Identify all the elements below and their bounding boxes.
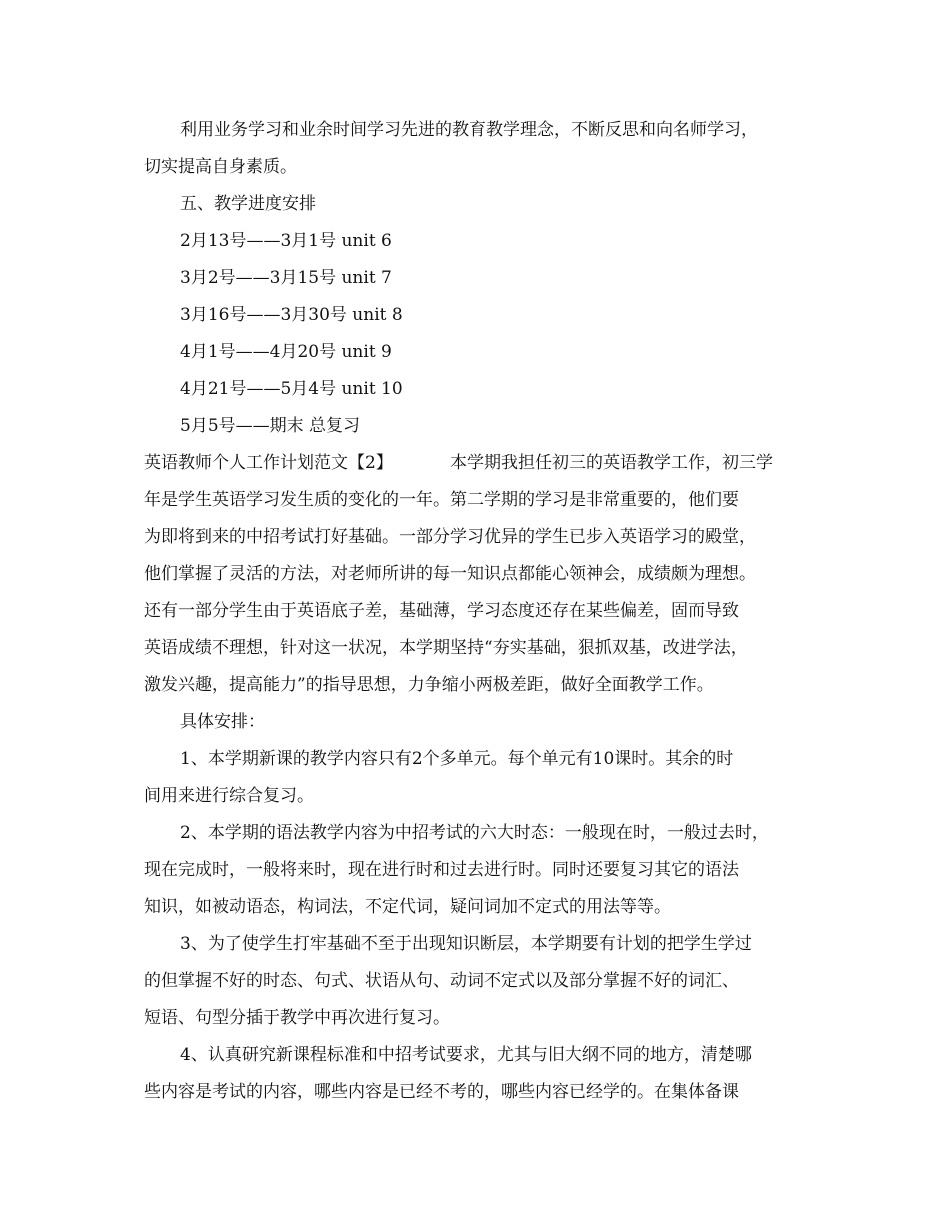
article-line-4: 还有一部分学生由于英语底子差，基础薄，学习态度还存在某些偏差，固而导致 (144, 601, 739, 621)
item-1-line-1: 1、本学期新课的教学内容只有2个多单元。每个单元有10课时。其余的时 (180, 749, 734, 769)
item-4-line-1: 4、认真研究新课程标准和中招考试要求，尤其与旧大纲不同的地方，清楚哪 (180, 1045, 752, 1065)
item-4-line-2: 些内容是考试的内容，哪些内容是已经不考的，哪些内容已经学的。在集体备课 (144, 1082, 739, 1102)
schedule-line-5: 4月21号——5月4号 unit 10 (180, 379, 403, 399)
schedule-line-1: 2月13号——3月1号 unit 6 (180, 231, 392, 251)
article-line-2: 为即将到来的中招考试打好基础。一部分学习优异的学生已步入英语学习的殿堂， (144, 527, 756, 547)
article-title: 英语教师个人工作计划范文【2】 (144, 453, 393, 473)
article-line-5: 英语成绩不理想，针对这一状况，本学期坚持“夯实基础，狠抓双基，改进学法， (144, 638, 748, 658)
schedule-line-3: 3月16号——3月30号 unit 8 (180, 305, 403, 325)
article-line-6: 激发兴趣，提高能力”的指导思想，力争缩小两极差距，做好全面教学工作。 (144, 675, 714, 695)
article-line-3: 他们掌握了灵活的方法，对老师所讲的每一知识点都能心领神会，成绩颇为理想。 (144, 564, 756, 584)
item-2-line-1: 2、本学期的语法教学内容为中招考试的六大时态：一般现在时，一般过去时， (180, 823, 769, 843)
intro-line-1: 利用业务学习和业余时间学习先进的教育教学理念，不断反思和向名师学习， (180, 120, 758, 140)
article-line-1: 年是学生英语学习发生质的变化的一年。第二学期的学习是非常重要的，他们要 (144, 490, 739, 510)
article-first-line: 本学期我担任初三的英语教学工作，初三学 (450, 453, 773, 473)
item-3-line-2: 的但掌握不好的时态、句式、状语从句、动词不定式以及部分掌握不好的词汇、 (144, 971, 739, 991)
section-heading: 五、教学进度安排 (180, 194, 316, 214)
item-1-line-2: 间用来进行综合复习。 (144, 786, 314, 806)
schedule-line-2: 3月2号——3月15号 unit 7 (180, 268, 392, 288)
arrangement-heading: 具体安排： (180, 712, 265, 732)
item-2-line-3: 知识，如被动语态，构词法，不定代词，疑问词加不定式的用法等等。 (144, 897, 671, 917)
schedule-line-6: 5月5号——期末 总复习 (180, 416, 361, 436)
item-3-line-1: 3、为了使学生打牢基础不至于出现知识断层，本学期要有计划的把学生学过 (180, 934, 752, 954)
intro-line-2: 切实提高自身素质。 (144, 157, 297, 177)
item-2-line-2: 现在完成时，一般将来时，现在进行时和过去进行时。同时还要复习其它的语法 (144, 860, 739, 880)
item-3-line-3: 短语、句型分插于教学中再次进行复习。 (144, 1008, 450, 1028)
schedule-line-4: 4月1号——4月20号 unit 9 (180, 342, 392, 362)
